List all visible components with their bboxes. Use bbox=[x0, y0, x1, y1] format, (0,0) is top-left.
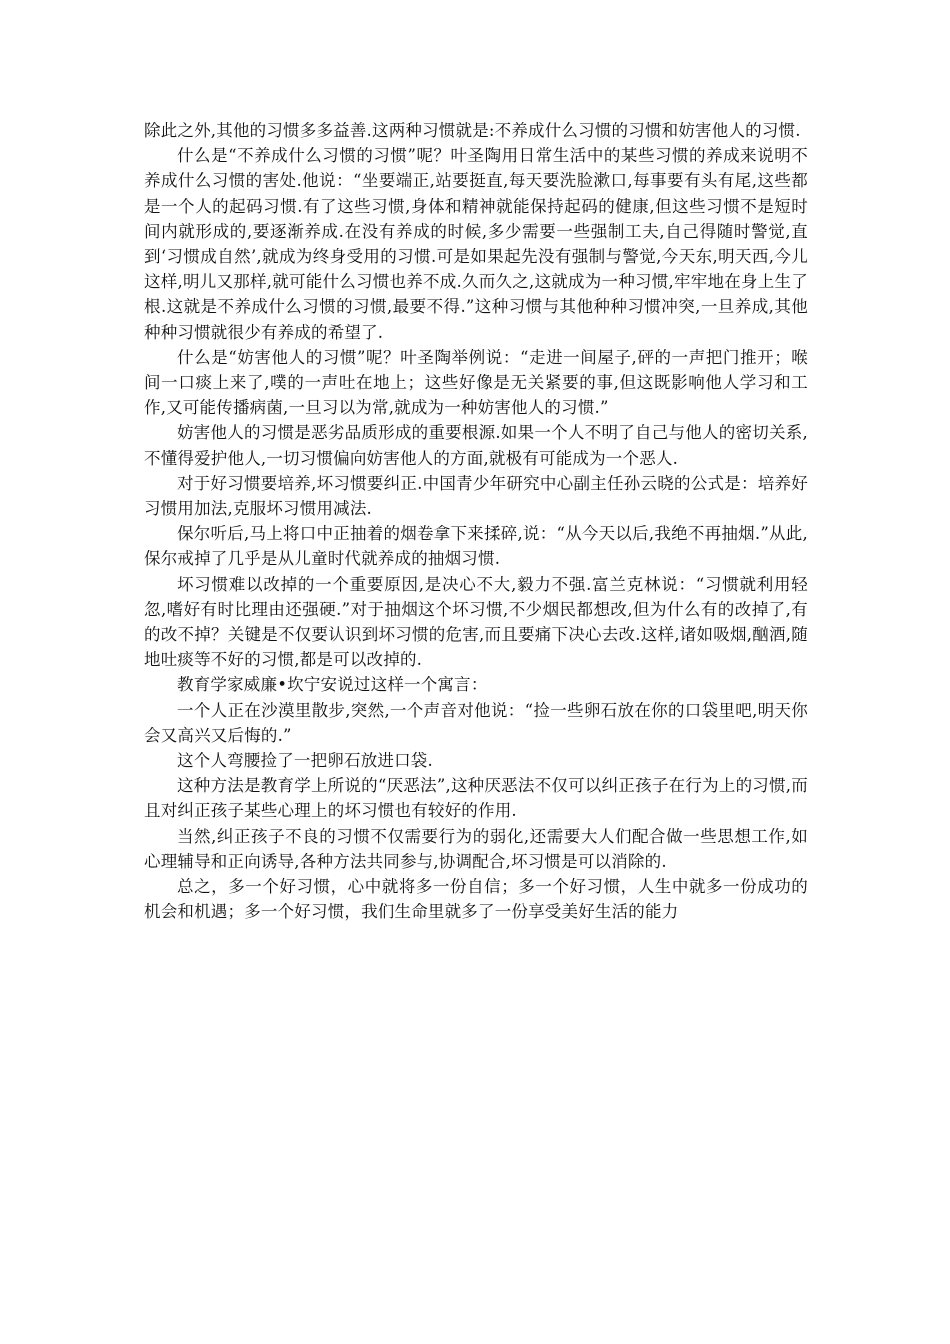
paragraph-1: 除此之外,其他的习惯多多益善.这两种习惯就是:不养成什么习惯的习惯和妨害他人的习惯. bbox=[144, 121, 801, 140]
paragraph-12: 当然,纠正孩子不良的习惯不仅需要行为的弱化,还需要大人们配合做一些思想工作,如心理辅导和正向诱导,各种方法共同参与,协调配合,坏习惯是可以消除的. bbox=[144, 826, 808, 871]
document-body bbox=[144, 118, 808, 925]
paragraph-9: 一个人正在沙漠里散步,突然,一个声音对他说：“捡一些卵石放在你的口袋里吧,明天你会又高兴又后悔的.” bbox=[144, 700, 808, 745]
paragraph-5: 对于好习惯要培养,坏习惯要纠正.中国青少年研究中心副主任孙云晓的公式是：培养好习惯用加法,克服坏习惯用减法. bbox=[144, 473, 808, 519]
paragraph-13: 总之，多一个好习惯，心中就将多一份自信；多一个好习惯，人生中就多一份成功的机会和机遇；多一个好习惯，我们生命里就多了一份享受美好生活的能力 bbox=[144, 877, 808, 922]
paragraph-2: 什么是“不养成什么习惯的习惯”呢？叶圣陶用日常生活中的某些习惯的养成来说明不养成什么习惯的害处.他说：“坐要端正,站要挺直,每天要洗脸漱口,每事要有头有尾,这些都是一个人的起码习惯.有了这些习惯,身体和精神就能保持起码的健康,但这些习惯不是短时间内就形成的,要逐渐养成.在没有养成的时候,多少需要一些强制工夫,自己得随时警觉,直到‘习惯成自然’,就成为终身受用的习惯.可是如果起先没有强制与警觉,今天东,明天西,今儿这样,明儿又那样,就可能什么习惯也养不成.久而久之,这就成为一种习惯,牢牢地在身上生了根.这就是不养成什么习惯的习惯,最要不得.”这种习惯与其他种种习惯冲突,一旦养成,其他种种习惯就很少有养成的希望了. bbox=[144, 146, 808, 342]
paragraph-3: 什么是“妨害他人的习惯”呢？叶圣陶举例说：“走进一间屋子,砰的一声把门推开；喉间一口痰上来了,噗的一声吐在地上；这些好像是无关紧要的事,但这既影响他人学习和工作,又可能传播病菌,一旦习以为常,就成为一种妨害他人的习惯.” bbox=[144, 347, 808, 418]
paragraph-10: 这个人弯腰捡了一把卵石放进口袋. bbox=[177, 751, 433, 771]
paragraph-8: 教育学家威廉•坎宁安说过这样一个寓言： bbox=[177, 675, 488, 695]
paragraph-4: 妨害他人的习惯是恶劣品质形成的重要根源.如果一个人不明了自己与他人的密切关系,不懂得爱护他人,一切习惯偏向妨害他人的方面,就极有可能成为一个恶人. bbox=[144, 423, 808, 468]
paragraph-11: 这种方法是教育学上所说的“厌恶法”,这种厌恶法不仅可以纠正孩子在行为上的习惯,而且对纠正孩子某些心理上的坏习惯也有较好的作用. bbox=[144, 776, 808, 821]
paragraph-7: 坏习惯难以改掉的一个重要原因,是决心不大,毅力不强.富兰克林说：“习惯就利用轻忽,嗜好有时比理由还强硬.”对于抽烟这个坏习惯,不少烟民都想改,但为什么有的改掉了,有的改不掉？关键是不仅要认识到坏习惯的危害,而且要痛下决心去改.这样,诸如吸烟,酗酒,随地吐痰等不好的习惯,都是可以改掉的. bbox=[144, 574, 808, 670]
paragraph-6: 保尔听后,马上将口中正抽着的烟卷拿下来揉碎,说：“从今天以后,我绝不再抽烟.”从此,保尔戒掉了几乎是从儿童时代就养成的抽烟习惯. bbox=[144, 524, 808, 569]
